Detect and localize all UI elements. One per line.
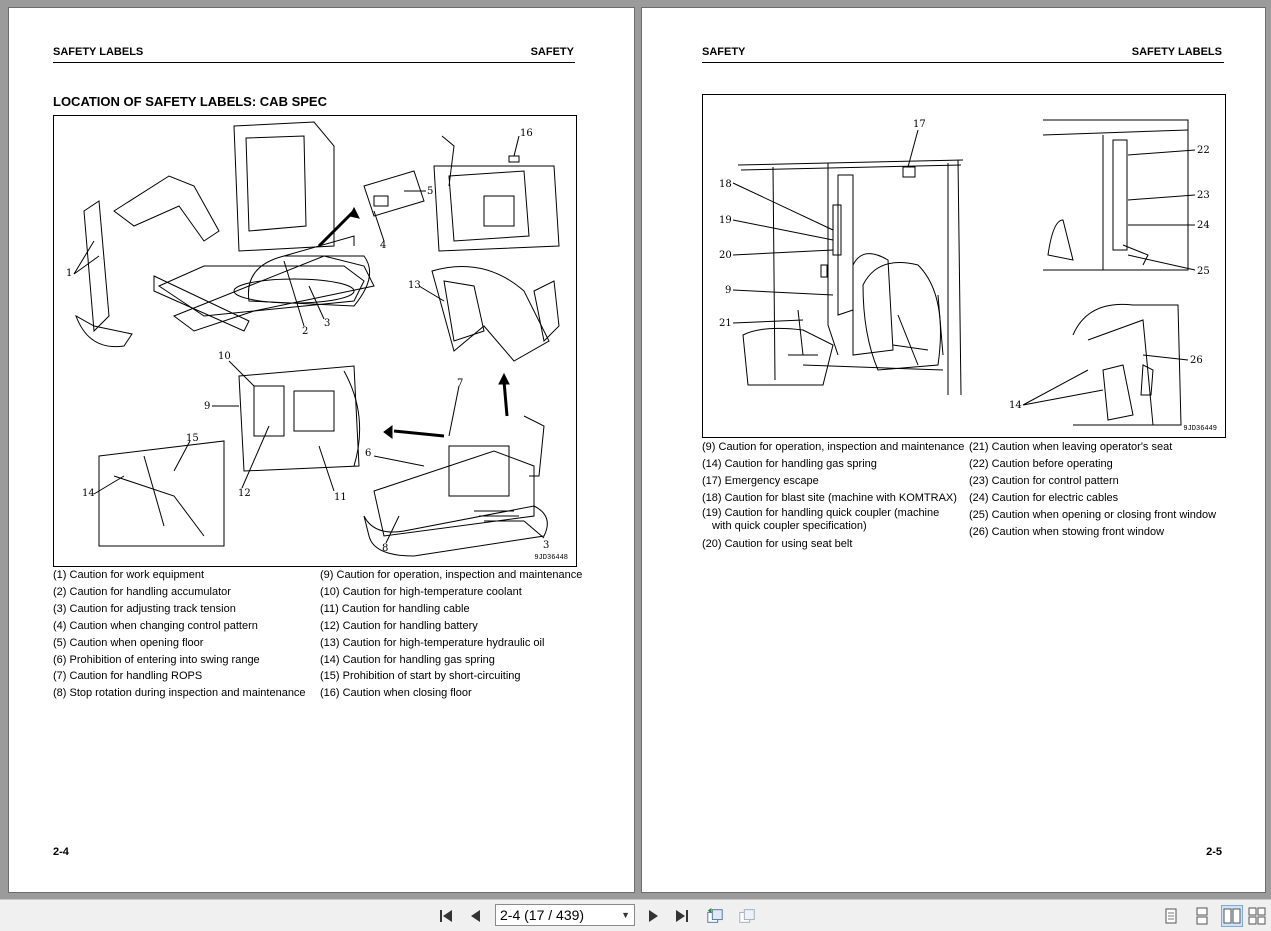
running-header-right: SAFETY LABELS bbox=[1131, 46, 1222, 58]
callout-labels bbox=[54, 116, 576, 566]
legend-item: (11) Caution for handling cable bbox=[320, 602, 470, 615]
callout-12: 12 bbox=[238, 488, 251, 499]
callout-15: 15 bbox=[186, 433, 199, 444]
callout-18: 18 bbox=[719, 179, 732, 190]
prev-page-icon[interactable] bbox=[467, 907, 485, 925]
legend-item: (5) Caution when opening floor bbox=[53, 636, 204, 649]
legend-item: (20) Caution for using seat belt bbox=[702, 537, 853, 550]
callout-2: 2 bbox=[302, 326, 309, 337]
callout-13: 13 bbox=[408, 280, 421, 291]
section-title: LOCATION OF SAFETY LABELS: CAB SPEC bbox=[53, 94, 327, 109]
page-number: 2-4 bbox=[53, 846, 69, 858]
callout-23: 23 bbox=[1197, 190, 1210, 201]
callout-9: 9 bbox=[204, 401, 211, 412]
callout-16: 16 bbox=[520, 128, 533, 139]
running-header-right: SAFETY bbox=[530, 46, 574, 58]
legend-column-2 bbox=[969, 439, 1216, 540]
legend-item: (9) Caution for operation, inspection and maintenance bbox=[702, 441, 965, 453]
header-rule bbox=[53, 62, 575, 63]
callout-17: 17 bbox=[913, 119, 926, 130]
legend-item: (12) Caution for handling battery bbox=[320, 619, 478, 632]
legend-item: (2) Caution for handling accumulator bbox=[53, 585, 231, 598]
legend-item: (19) Caution for handling quick coupler (machine with quick coupler specification) bbox=[702, 506, 940, 532]
legend-item: (26) Caution when stowing front window bbox=[969, 525, 1165, 538]
legend-item: (18) Caution for blast site (machine with KOMTRAX) bbox=[702, 491, 957, 504]
callout-11: 11 bbox=[334, 492, 347, 503]
callout-21: 21 bbox=[719, 318, 732, 329]
legend-item: (7) Caution for handling ROPS bbox=[53, 670, 203, 683]
legend-item: (4) Caution when changing control pattern bbox=[53, 619, 258, 632]
header-rule bbox=[702, 62, 1224, 63]
continuous-icon[interactable] bbox=[1193, 907, 1211, 925]
legend-column-2 bbox=[320, 567, 582, 702]
legend-item: (1) Caution for work equipment bbox=[53, 569, 205, 581]
last-page-icon[interactable] bbox=[673, 907, 691, 925]
figure-id: 9JD36449 bbox=[1183, 425, 1217, 433]
page-number-select[interactable] bbox=[495, 904, 635, 926]
page-indicator: 2-4 (17 / 439) bbox=[500, 907, 585, 923]
callout-4: 4 bbox=[380, 240, 387, 251]
legend-item: (21) Caution when leaving operator's seat bbox=[969, 441, 1173, 453]
callout-20: 20 bbox=[719, 250, 732, 261]
callout-5: 5 bbox=[427, 186, 434, 197]
legend-item: (24) Caution for electric cables bbox=[969, 491, 1119, 504]
legend-item: (3) Caution for adjusting track tension bbox=[53, 602, 236, 615]
safety-label-figure-cab bbox=[53, 115, 577, 567]
chevron-down-icon: ▼ bbox=[621, 910, 630, 920]
legend-column-1 bbox=[53, 567, 306, 702]
legend-item: (25) Caution when opening or closing front window bbox=[969, 508, 1217, 521]
legend-item: (6) Prohibition of entering into swing range bbox=[53, 653, 260, 666]
callout-26: 26 bbox=[1190, 355, 1203, 366]
callout-6: 6 bbox=[365, 448, 372, 459]
callout-labels bbox=[703, 95, 1225, 437]
legend-item: (15) Prohibition of start by short-circuiting bbox=[320, 670, 521, 683]
legend-item: (14) Caution for handling gas spring bbox=[320, 653, 495, 666]
facing-icon bbox=[1222, 906, 1242, 926]
document-page-right bbox=[641, 7, 1266, 893]
callout-3b: 3 bbox=[543, 540, 550, 551]
viewer-toolbar bbox=[0, 899, 1271, 931]
previous-view-icon[interactable] bbox=[706, 907, 724, 925]
callout-10: 10 bbox=[218, 351, 231, 362]
callout-14: 14 bbox=[1009, 400, 1022, 411]
next-view-icon[interactable] bbox=[738, 907, 756, 925]
callout-14: 14 bbox=[82, 488, 95, 499]
legend-item: (17) Emergency escape bbox=[702, 474, 819, 487]
callout-25: 25 bbox=[1197, 266, 1210, 277]
legend-item: (9) Caution for operation, inspection and maintenance bbox=[320, 569, 583, 581]
continuous-facing-icon[interactable] bbox=[1248, 907, 1266, 925]
legend-item: (22) Caution before operating bbox=[969, 457, 1113, 470]
callout-1: 1 bbox=[66, 268, 73, 279]
callout-7: 7 bbox=[457, 378, 464, 389]
callout-8: 8 bbox=[382, 543, 389, 554]
legend-item: (13) Caution for high-temperature hydraulic oil bbox=[320, 636, 545, 649]
callout-22: 22 bbox=[1197, 145, 1210, 156]
figure-id: 9JD36448 bbox=[534, 554, 568, 562]
legend-item: (14) Caution for handling gas spring bbox=[702, 457, 877, 470]
callout-24: 24 bbox=[1197, 220, 1210, 231]
facing-view-button[interactable] bbox=[1221, 905, 1243, 927]
first-page-icon[interactable] bbox=[437, 907, 455, 925]
callout-9: 9 bbox=[725, 285, 732, 296]
safety-label-figure-operator-seat bbox=[702, 94, 1226, 438]
running-header-left: SAFETY LABELS bbox=[53, 46, 144, 58]
callout-19: 19 bbox=[719, 215, 732, 226]
next-page-icon[interactable] bbox=[644, 907, 662, 925]
page-number: 2-5 bbox=[1206, 846, 1222, 858]
running-header-left: SAFETY bbox=[702, 46, 746, 58]
callout-3: 3 bbox=[324, 318, 331, 329]
legend-item: (16) Caution when closing floor bbox=[320, 687, 472, 700]
legend-item: (10) Caution for high-temperature coolant bbox=[320, 585, 522, 598]
legend-item: (8) Stop rotation during inspection and maintenance bbox=[53, 687, 306, 700]
single-page-icon[interactable] bbox=[1162, 907, 1180, 925]
document-page-left bbox=[8, 7, 635, 893]
legend-item: (23) Caution for control pattern bbox=[969, 474, 1119, 487]
legend-column-1 bbox=[702, 439, 965, 553]
